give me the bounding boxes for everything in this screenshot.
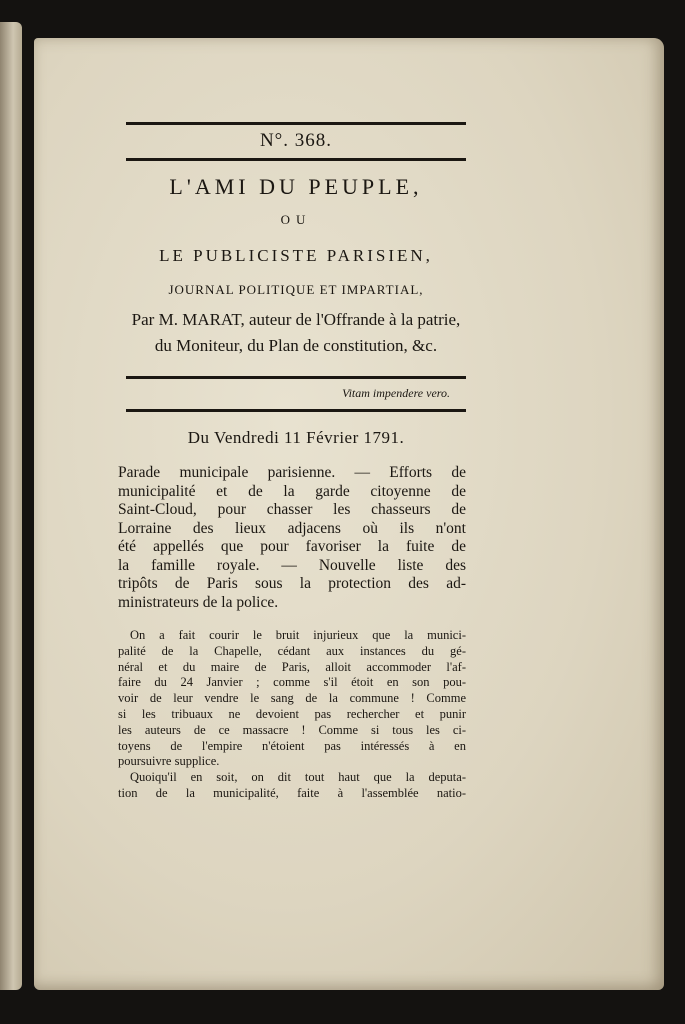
- number-rule: [126, 158, 466, 161]
- top-rule: [126, 122, 466, 125]
- masthead-ou: OU: [280, 212, 312, 227]
- byline-line-1: Par M. MARAT, auteur de l'Offrande à la patrie,: [131, 310, 461, 329]
- summary-line: Saint-Cloud, pour chasser les chasseurs de: [118, 501, 466, 518]
- adjacent-page-edge: [0, 22, 22, 990]
- masthead-subtitle: LE PUBLICISTE PARISIEN,: [159, 246, 433, 265]
- body-line: voir de leur vendre le sang de la commune ! Comme: [118, 691, 466, 706]
- summary-line: ministrateurs de la police.: [118, 593, 279, 611]
- byline-line-2: du Moniteur, du Plan de constitution, &c.: [154, 336, 438, 355]
- summary-line: municipalité et de la garde citoyenne de: [118, 482, 466, 500]
- body-line: tion de la municipalité, faite à l'assemblée natio-: [118, 785, 466, 800]
- byline-rule: [126, 376, 466, 379]
- body-line: On a fait courir le bruit injurieux que la munici-: [130, 628, 466, 642]
- body-line: palité de la Chapelle, cédant aux instances du gé-: [118, 643, 466, 658]
- body-line: les auteurs de ce massacre ! Comme si tous les ci-: [118, 722, 466, 737]
- summary-line: Parade municipale parisienne. — Efforts de: [118, 464, 466, 481]
- body-line: toyens de l'empire n'étoient pas intéressés à en: [118, 738, 466, 753]
- body-line: si les tribuaux ne devoient pas rechercher et punir: [118, 706, 466, 721]
- masthead-title: L'AMI DU PEUPLE,: [169, 174, 423, 199]
- body-line: Quoiqu'il en soit, on dit tout haut que la deputa-: [130, 770, 466, 785]
- summary-line: la famille royale. — Nouvelle liste des: [118, 556, 466, 574]
- summary-line: Lorraine des lieux adjacens où ils n'ont: [118, 519, 466, 537]
- motto: Vitam impendere vero.: [342, 386, 450, 400]
- summary-line: été appellés que pour favoriser la fuite de: [118, 538, 466, 555]
- body-line: faire du 24 Janvier ; comme s'il étoit en son pou-: [118, 675, 466, 690]
- motto-rule: [126, 409, 466, 412]
- newspaper-page: [34, 38, 664, 990]
- issue-number: N°. 368.: [259, 130, 333, 151]
- issue-date: Du Vendredi 11 Février 1791.: [187, 428, 405, 447]
- body-line: néral et du maire de Paris, alloit accommoder l'af-: [118, 659, 466, 674]
- summary-line: tripôts de Paris sous la protection des ad-: [118, 575, 466, 592]
- journal-line: JOURNAL POLITIQUE ET IMPARTIAL,: [168, 282, 424, 297]
- article-body: [118, 628, 466, 802]
- summary-paragraph: [118, 464, 466, 612]
- body-line: poursuivre supplice.: [118, 754, 220, 769]
